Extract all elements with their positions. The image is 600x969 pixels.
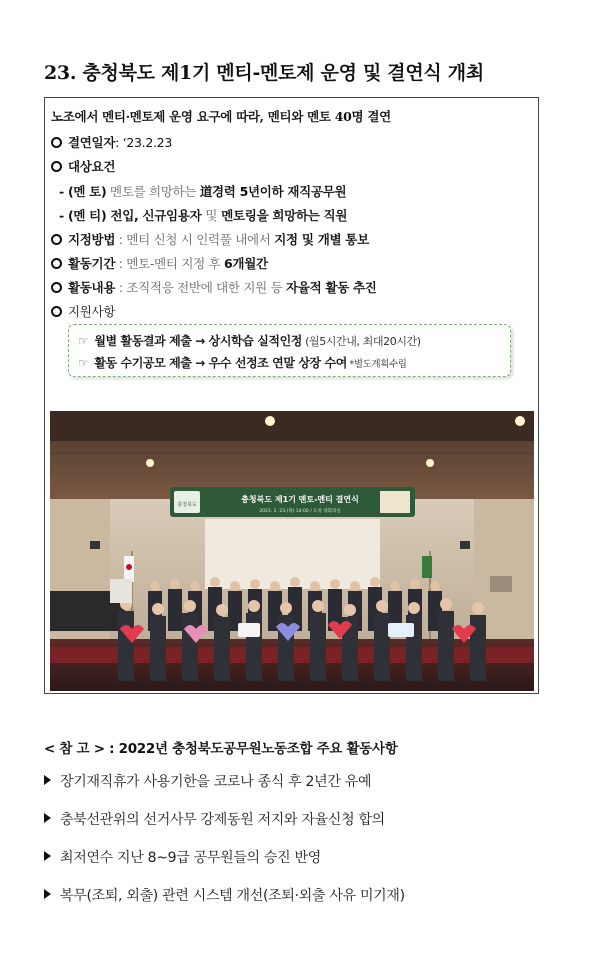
item-content: 활동내용 : 조직적응 전반에 대한 지원 등 자율적 활동 추진: [51, 278, 377, 296]
list-item: 장기재직휴가 사용기한을 코로나 종식 후 2년간 유예: [44, 771, 371, 791]
item-target: 대상요건: [51, 157, 115, 175]
triangle-bullet-icon: [44, 851, 51, 861]
item-support: 지원사항: [51, 302, 115, 320]
program-details: [45, 98, 538, 410]
content-box: [44, 97, 539, 694]
circle-bullet-icon: [51, 258, 62, 269]
circle-bullet-icon: [51, 282, 62, 293]
banner-title: 충청북도 제1기 멘토-멘티 결연식: [241, 495, 359, 504]
item-date: 결연일자: ‘23.2.23: [51, 133, 172, 151]
ceremony-photo-image: [50, 411, 534, 691]
support-details-box: [68, 324, 511, 377]
ceremony-photo: [50, 411, 534, 691]
item-mentor: - (멘 토) 멘토를 희망하는 道경력 5년이하 재직공무원: [59, 184, 347, 199]
reference-title: < 참 고 > : 2022년 충청북도공무원노동조합 주요 활동사항: [44, 741, 398, 757]
list-item: 복무(조퇴, 외출) 관련 시스템 개선(조퇴·외출 사유 미기재): [44, 885, 405, 905]
banner-logo-text: 충청북도: [177, 502, 197, 508]
support-line-2: ☞ 활동 수기공모 제출 → 우수 선정조 연말 상장 수여 *별도계획수립: [78, 356, 407, 370]
banner-subtitle: 2023. 2. 23.(목) 14:00 / 도청 대회의실: [259, 509, 341, 514]
page-title: 23. 충청북도 제1기 멘티-멘토제 운영 및 결연식 개최: [44, 62, 484, 84]
circle-bullet-icon: [51, 234, 62, 245]
circle-bullet-icon: [51, 161, 62, 172]
list-item: 충북선관위의 선거사무 강제동원 저지와 자율신청 합의: [44, 809, 385, 829]
item-mentee: - (멘 티) 전입, 신규임용자 및 멘토링을 희망하는 직원: [59, 208, 348, 223]
triangle-bullet-icon: [44, 889, 51, 899]
support-line-1: ☞ 월별 활동결과 제출 → 상시학습 실적인정 (월5시간내, 최대20시간): [78, 334, 421, 348]
circle-bullet-icon: [51, 306, 62, 317]
pointing-hand-icon: ☞: [78, 356, 89, 370]
intro-text: 노조에서 멘티·멘토제 운영 요구에 따라, 멘티와 멘토 40명 결연: [51, 109, 391, 124]
triangle-bullet-icon: [44, 813, 51, 823]
item-method: 지정방법 : 멘티 신청 시 인력풀 내에서 지정 및 개별 통보: [51, 230, 369, 248]
triangle-bullet-icon: [44, 775, 51, 785]
item-period: 활동기간 : 멘토-멘티 지정 후 6개월간: [51, 254, 268, 272]
list-item: 최저연수 지난 8~9급 공무원들의 승진 반영: [44, 847, 321, 867]
pointing-hand-icon: ☞: [78, 334, 89, 348]
circle-bullet-icon: [51, 137, 62, 148]
